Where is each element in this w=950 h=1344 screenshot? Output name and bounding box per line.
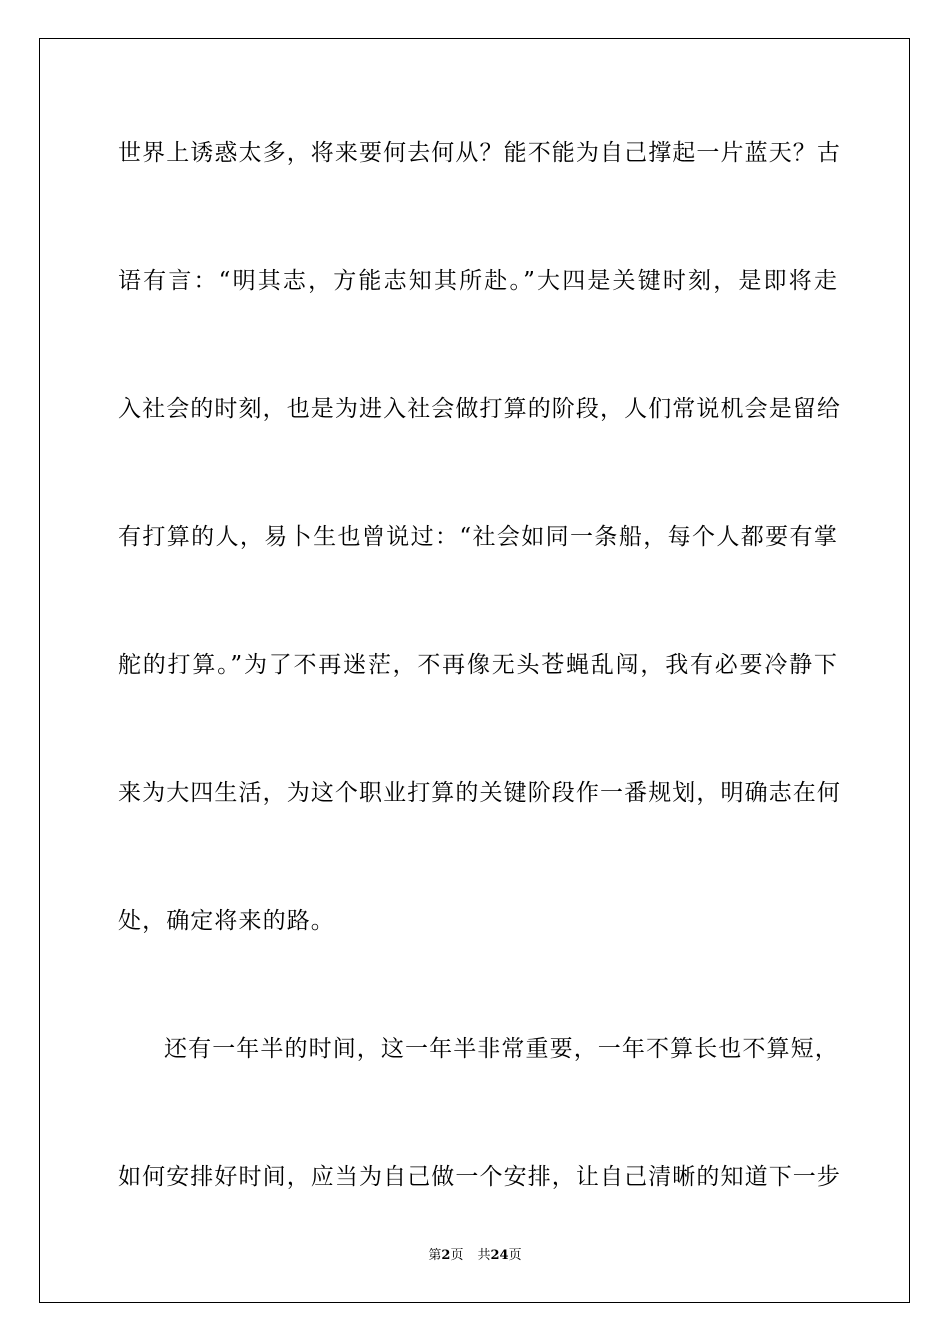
text-line-2: 语有言：“明其志，方能志知其所赴。”大四是关键时刻，是即将走: [118, 268, 838, 294]
text-line-9: 如何安排好时间，应当为自己做一个安排，让自己清晰的知道下一步: [118, 1164, 841, 1190]
page-suffix: 页: [450, 1248, 464, 1263]
text-line-8: 还有一年半的时间，这一年半非常重要，一年不算长也不算短，: [164, 1036, 839, 1062]
text-line-5: 舵的打算。”为了不再迷茫，不再像无头苍蝇乱闯，我有必要冷静下: [118, 652, 838, 678]
text-line-6: 来为大四生活，为这个职业打算的关键阶段作一番规划，明确志在何: [118, 780, 841, 806]
text-line-7: 处，确定将来的路。: [118, 908, 335, 934]
total-suffix: 页: [508, 1248, 522, 1263]
text-line-1: 世界上诱惑太多，将来要何去何从？能不能为自己撑起一片蓝天？古: [118, 140, 841, 166]
page-prefix: 第: [428, 1248, 442, 1263]
total-pages: 24: [490, 1248, 509, 1263]
page-footer: [0, 1246, 950, 1266]
total-prefix: 共: [477, 1248, 491, 1263]
text-line-3: 入社会的时刻，也是为进入社会做打算的阶段，人们常说机会是留给: [118, 396, 841, 422]
body-text: [118, 130, 841, 1200]
page-number: 2: [441, 1248, 451, 1263]
text-line-4: 有打算的人，易卜生也曾说过：“社会如同一条船，每个人都要有掌: [118, 524, 838, 550]
